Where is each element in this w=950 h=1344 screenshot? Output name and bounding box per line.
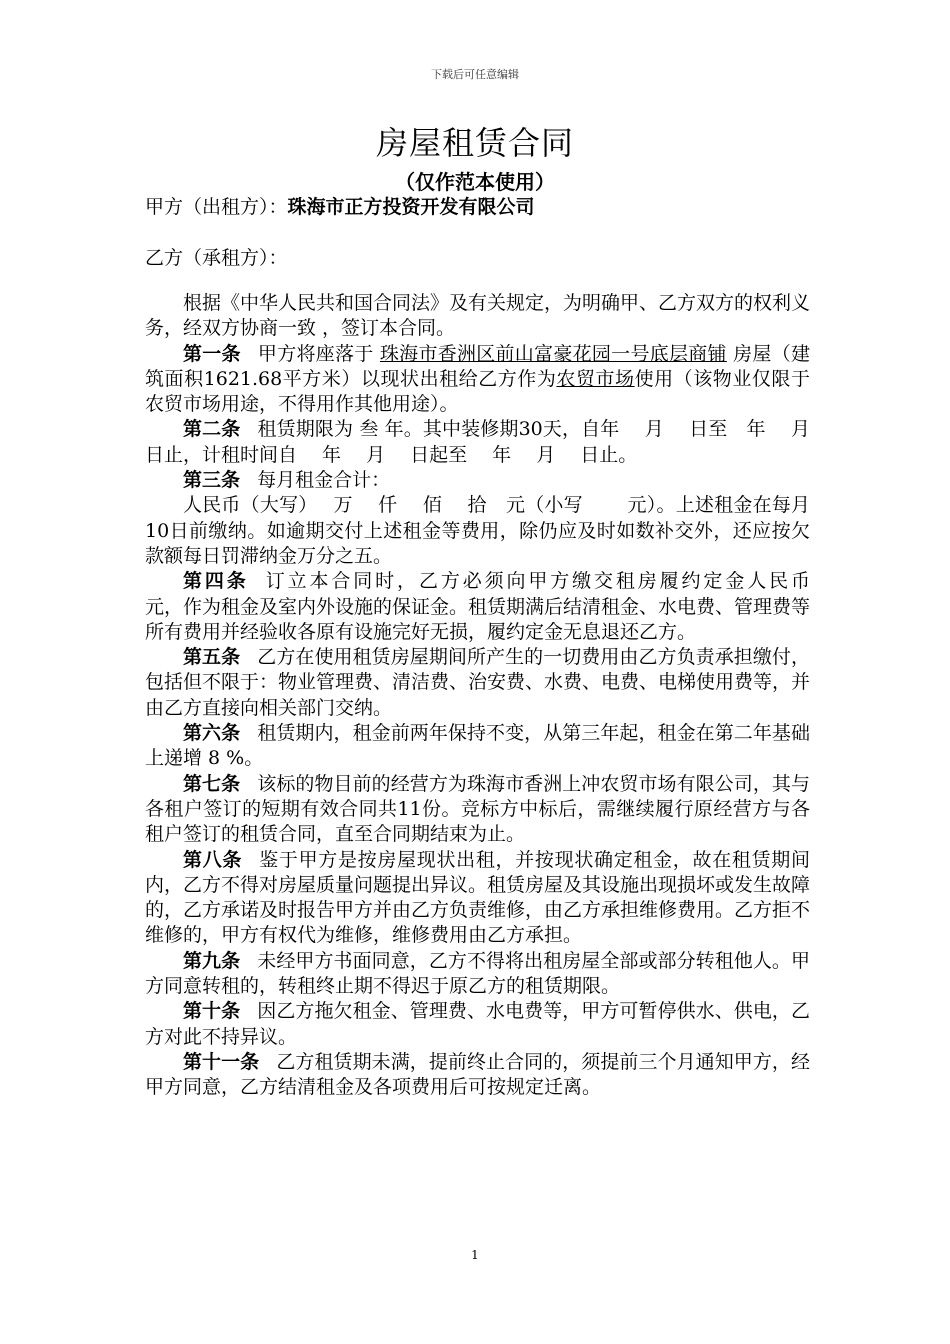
- article-3-text: 每月租金合计：: [257, 469, 391, 492]
- article-7: [145, 772, 810, 848]
- article-3-label: 第三条: [183, 469, 241, 492]
- article-4-label: 第四条: [183, 570, 249, 593]
- article-1-text-1: 甲方将座落于: [257, 342, 380, 365]
- article-5-text: 乙方在使用租赁房屋期间所产生的一切费用由乙方负责承担缴付，包括但不限于：物业管理费、清洁费、治安费、水费、电费、电梯使用费等，并由乙方直接向相关部门交纳。: [145, 646, 811, 719]
- article-5-label: 第五条: [183, 646, 241, 669]
- article-7-label: 第七条: [183, 772, 241, 795]
- article-2: [145, 417, 836, 468]
- article-11-text: 乙方租赁期未满，提前终止合同的，须提前三个月通知甲方，经甲方同意，乙方结清租金及各项费用后可按规定迁离。: [145, 1050, 810, 1099]
- party-b: [145, 243, 288, 270]
- article-1: [145, 342, 810, 418]
- article-11-label: 第十一条: [183, 1050, 260, 1073]
- party-a-name: 珠海市正方投资开发有限公司: [287, 196, 535, 218]
- article-1-label: 第一条: [183, 342, 241, 365]
- article-4-text: 订立本合同时，乙方必须向甲方缴交租房履约定金人民币 元，作为租金及室内外设施的保证金。租赁期满后结清租金、水电费、管理费等所有费用并经验收各原有设施完好无损，履约定金无息退还乙方。: [145, 570, 874, 643]
- contract-title: 房屋租赁合同: [375, 124, 574, 162]
- article-3: [145, 468, 810, 493]
- contract-body: [145, 291, 874, 1101]
- article-1-text-2: 房屋（建筑面积1621.68平方米）以现状出租给乙方作为: [145, 342, 810, 390]
- property-location: 珠海市香洲区前山富豪花园一号底层商铺: [379, 342, 727, 365]
- article-7-text: 该标的物目前的经营方为珠海市香洲上冲农贸市场有限公司，其与各租户签订的短期有效合同共11份。竞标方中标后，需继续履行原经营方与各租户签订的租赁合同，直至合同期结束为止。: [145, 772, 810, 846]
- article-8-label: 第八条: [183, 848, 243, 871]
- article-6: [145, 721, 810, 772]
- party-b-label: 乙方（承租方）：: [145, 247, 288, 269]
- article-6-label: 第六条: [183, 722, 241, 745]
- article-4: [145, 569, 874, 645]
- article-9: [145, 949, 810, 1000]
- article-10-text: 因乙方拖欠租金、管理费、水电费等，甲方可暂停供水、供电，乙方对此不持异议。: [145, 1000, 810, 1048]
- article-2-text: 租赁期限为 叁 年。其中装修期30天，自年 月 日至 年 月 日止，计租时间自 年 月 日起至 年 月 日止。: [145, 418, 836, 466]
- header-note: 下载后可任意编辑: [431, 68, 519, 81]
- article-2-label: 第二条: [183, 418, 241, 441]
- article-9-label: 第九条: [183, 949, 241, 972]
- article-11: [145, 1050, 810, 1101]
- contract-subtitle: （仅作范本使用）: [395, 170, 555, 194]
- property-use: 农贸市场: [556, 367, 635, 390]
- article-6-text: 租赁期内，租金前两年保持不变，从第三年起，租金在第二年基础上递增 8 %。: [145, 722, 810, 770]
- party-a: [145, 192, 535, 219]
- article-10: [145, 999, 810, 1050]
- party-a-label: 甲方（出租方）：: [145, 196, 288, 218]
- article-8-text: 鉴于甲方是按房屋现状出租，并按现状确定租金，故在租赁期间内，乙方不得对房屋质量问题提出异议。租赁房屋及其设施出现损坏或发生故障的，乙方承诺及时报告甲方并由乙方负责维修，由乙方承担维修费用。乙方拒不维修的，甲方有权代为维修，维修费用由乙方承担。: [145, 848, 811, 947]
- page-number: 1: [471, 1248, 479, 1262]
- intro-paragraph: 根据《中华人民共和国合同法》及有关规定，为明确甲、乙方双方的权利义务，经双方协商一致 ，签订本合同。: [145, 292, 811, 340]
- article-3-amount: 人民币（大写） 万 仟 佰 拾 元（小写 元）。上述租金在每月10日前缴纳。如逾期交付上述租金等费用，除仍应及时如数补交外，还应按欠款额每日罚滞纳金万分之五。: [145, 494, 810, 567]
- article-10-label: 第十条: [183, 1000, 241, 1023]
- article-1-text-3: 使用（该物业仅限于农贸市场用途，不得用作其他用途）。: [145, 367, 810, 416]
- article-9-text: 未经甲方书面同意，乙方不得将出租房屋全部或部分转租他人。甲方同意转租的，转租终止期不得迟于原乙方的租赁期限。: [145, 949, 810, 998]
- article-8: [145, 848, 810, 949]
- article-5: [145, 645, 810, 721]
